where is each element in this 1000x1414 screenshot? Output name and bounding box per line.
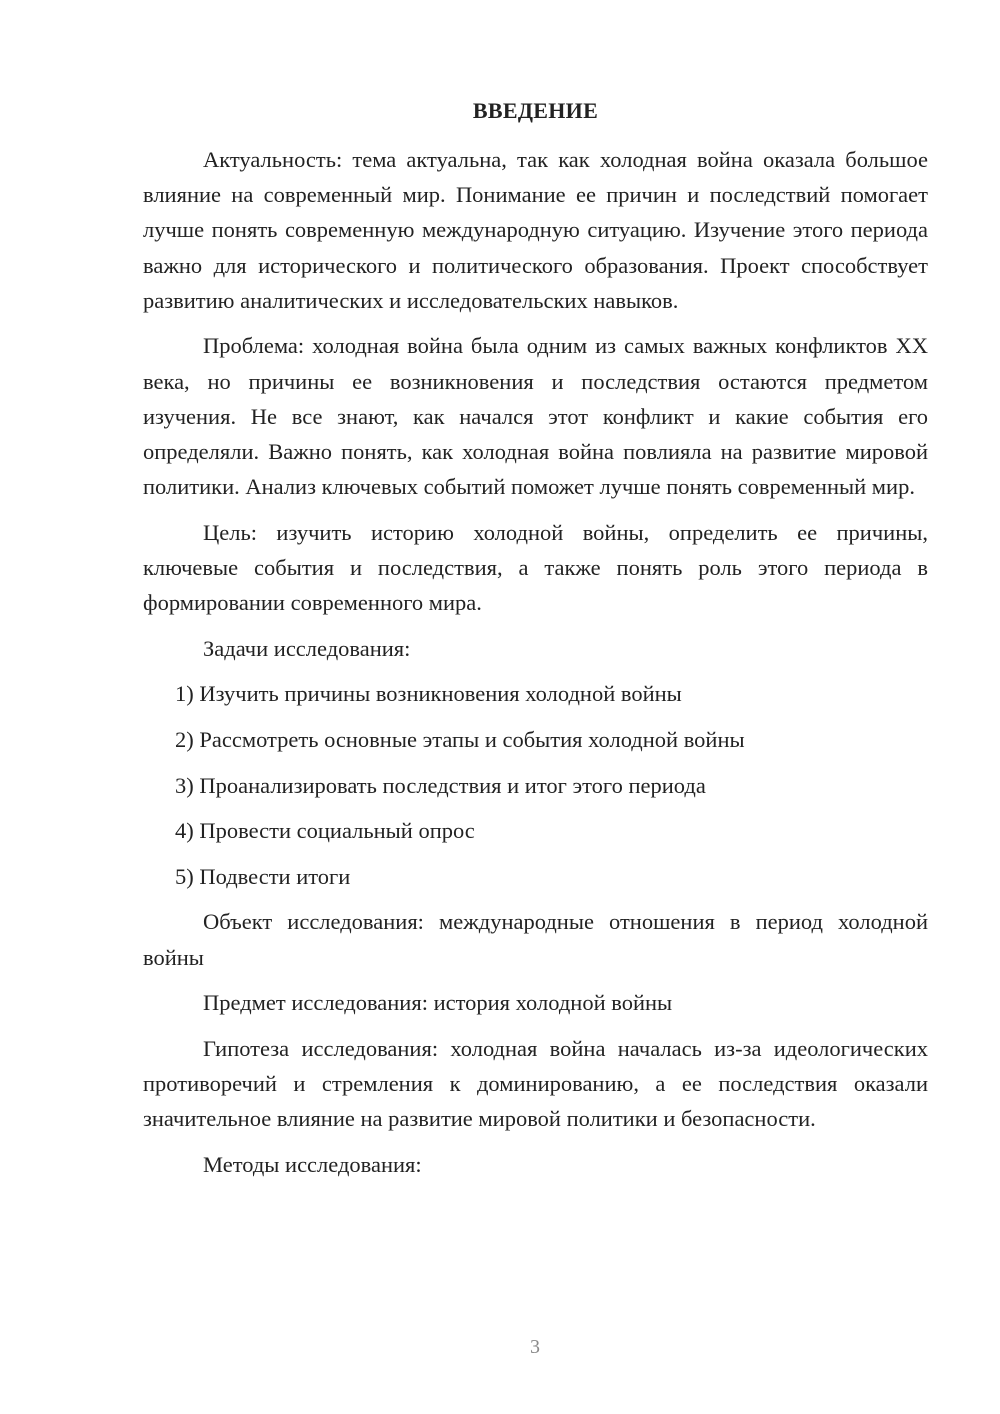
relevance-paragraph: Актуальность: тема актуальна, так как холодная война оказала большое влияние на современный мир. Понимание ее причин и последствий помогает лучше понять современную международную ситуацию. Изучение этого периода важно для исторического и политического образования. Проект способствует развитию аналитических и исследовательских навыков. (143, 147, 928, 313)
list-item: 4) Провести социальный опрос (175, 818, 475, 844)
page-title: ВВЕДЕНИЕ (472, 98, 599, 123)
document-body (143, 142, 928, 1192)
list-item: 1) Изучить причины возникновения холодной войны (175, 681, 682, 707)
object-paragraph: Объект исследования: международные отношения в период холодной войны (143, 909, 928, 970)
goal-paragraph: Цель: изучить историю холодной войны, определить ее причины, ключевые события и последствия, а также понять роль этого периода в формировании современного мира. (143, 519, 928, 616)
list-item: 5) Подвести итоги (175, 863, 351, 889)
methods-heading: Методы исследования: (203, 1151, 422, 1177)
tasks-list (143, 676, 928, 894)
problem-paragraph: Проблема: холодная война была одним из самых важных конфликтов XX века, но причины ее возникновения и последствия остаются предметом изучения. Не все знают, как начался этот конфликт и какие события его определяли. Важно понять, как холодная война повлияла на развитие мировой политики. Анализ ключевых событий поможет лучше понять современный мир. (143, 333, 928, 500)
list-item: 2) Рассмотреть основные этапы и события холодной войны (175, 727, 745, 752)
hypothesis-paragraph: Гипотеза исследования: холодная война началась из-за идеологических противоречий и стремления к доминированию, а ее последствия оказали значительное влияние на развитие мировой политики и безопасности. (143, 1035, 928, 1132)
list-item: 3) Проанализировать последствия и итог этого периода (175, 772, 706, 798)
page-number: 3 (530, 1336, 540, 1358)
tasks-heading: Задачи исследования: (203, 635, 411, 661)
subject-paragraph: Предмет исследования: история холодной войны (203, 990, 673, 1016)
